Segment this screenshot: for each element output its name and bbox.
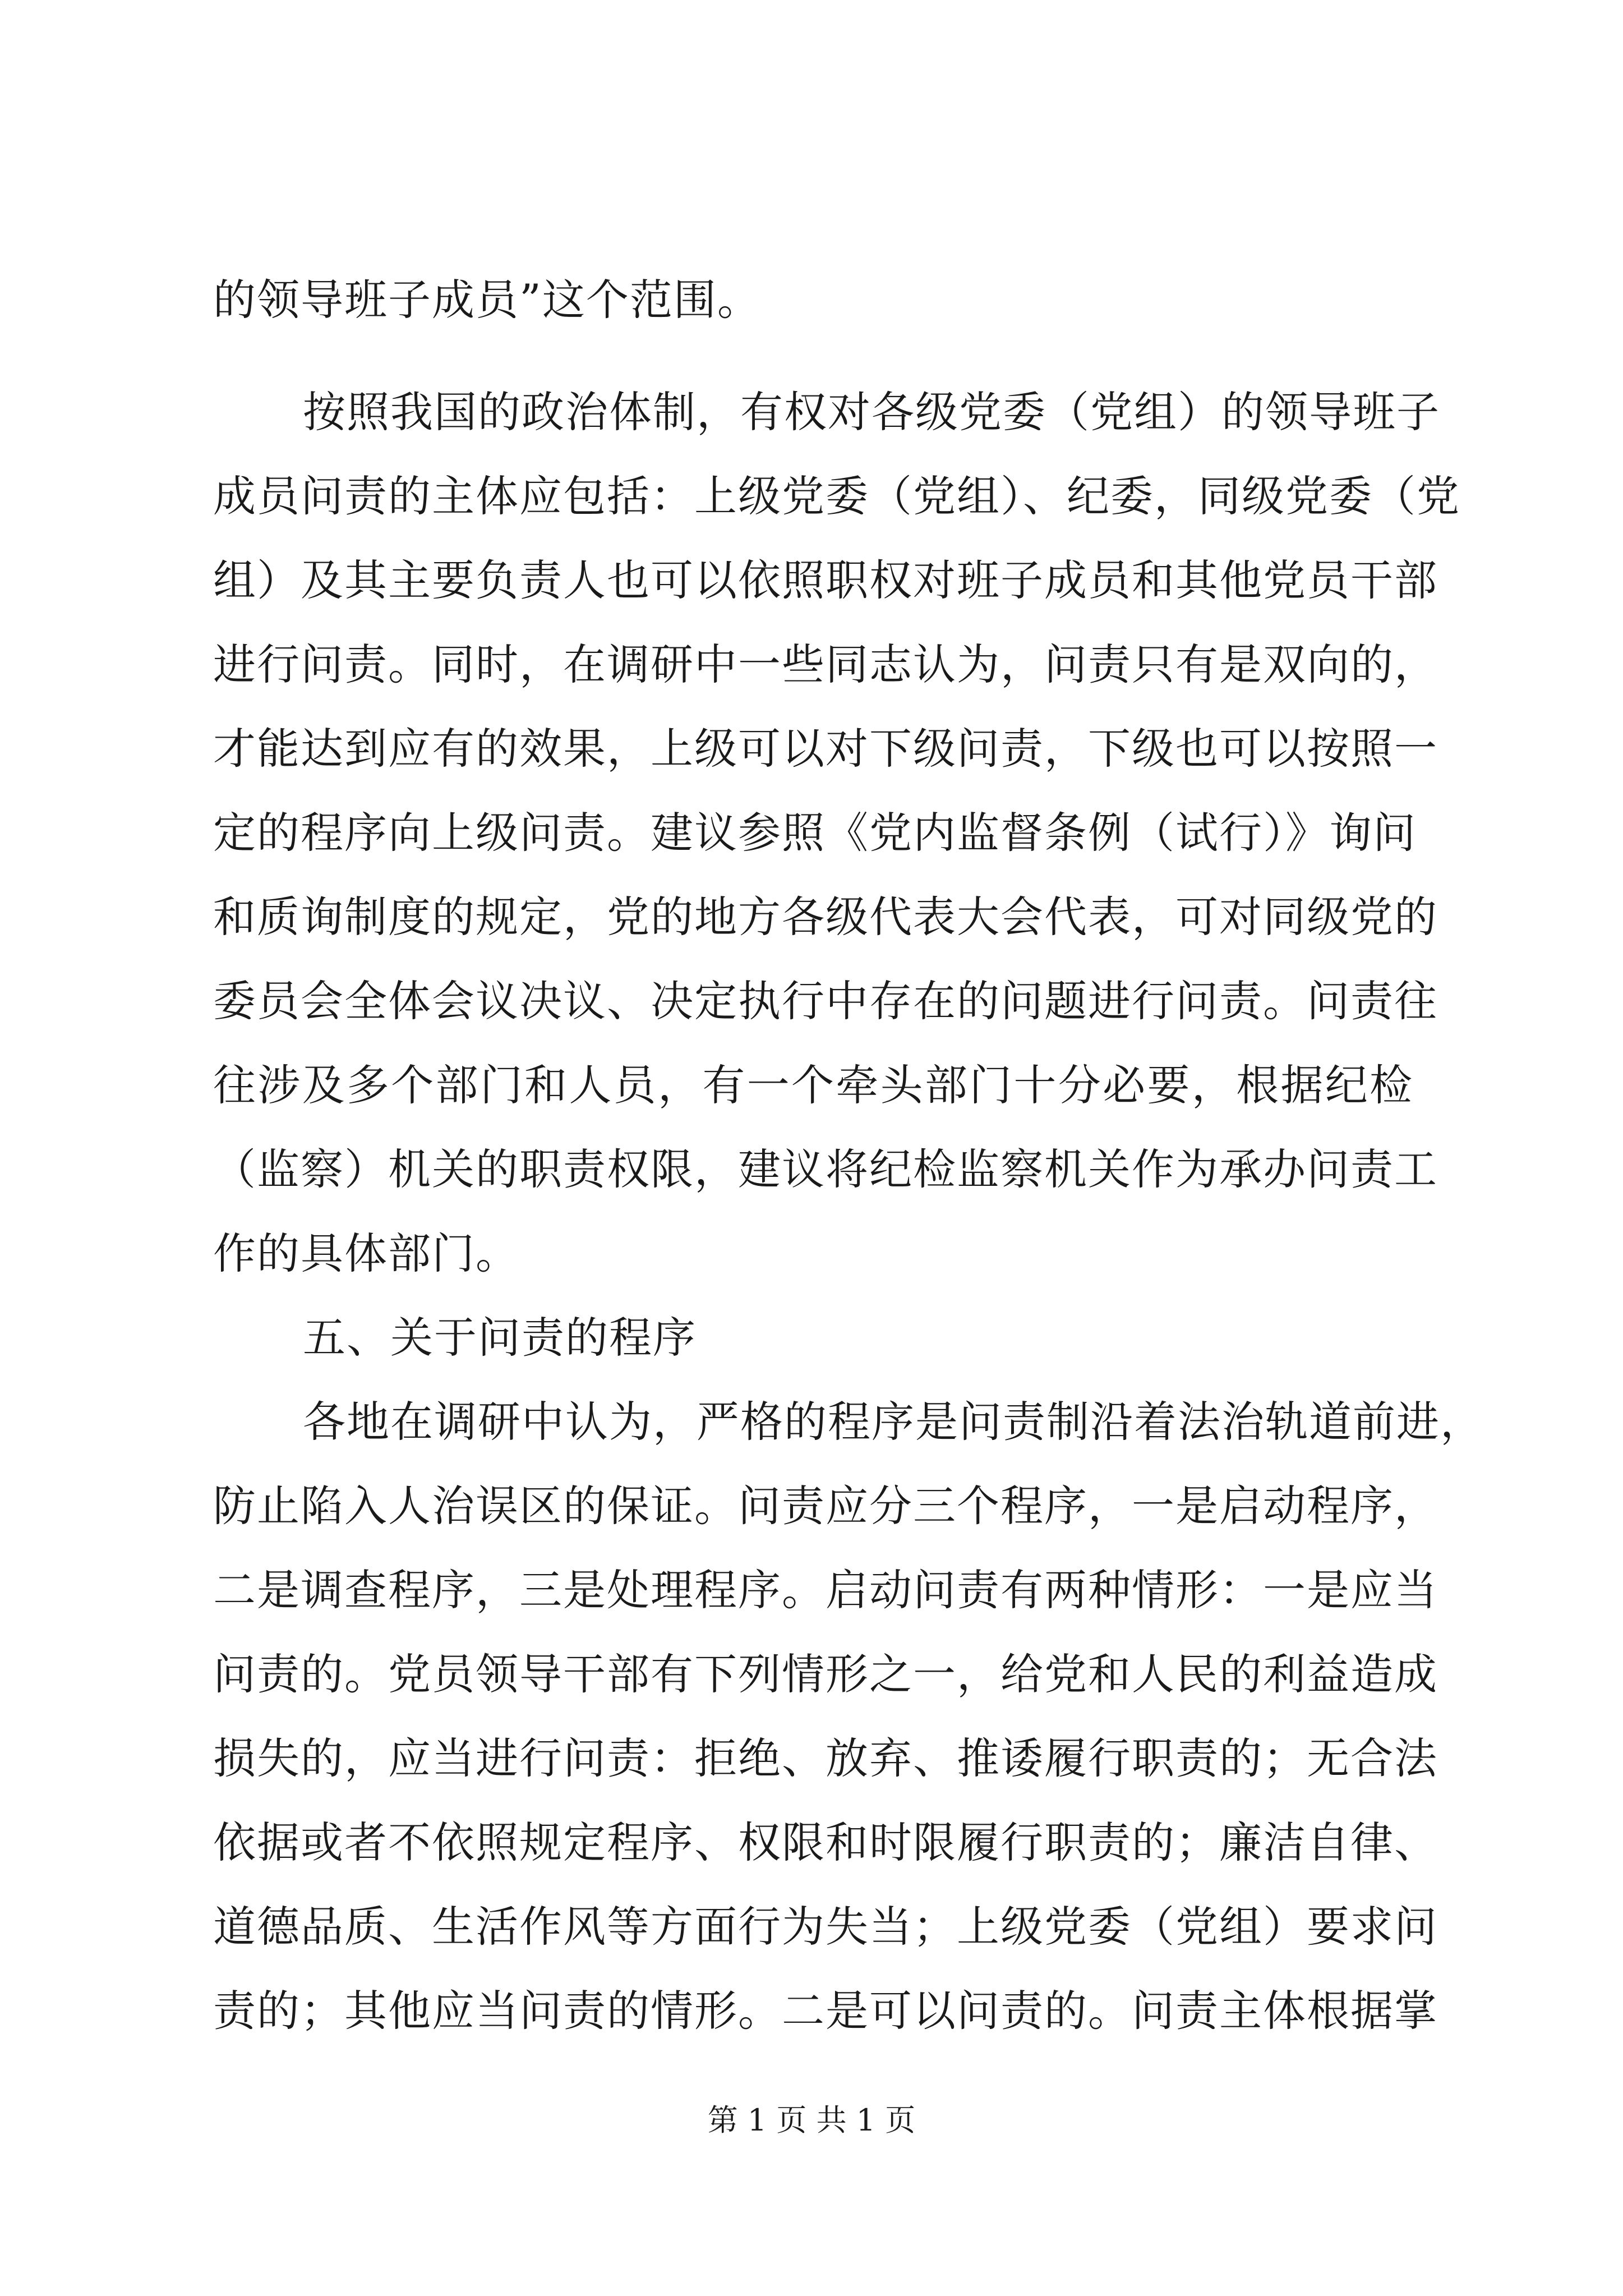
paragraph-line: 各地在调研中认为，严格的程序是问责制沿着法治轨道前进， (303, 1397, 1484, 1447)
paragraph-line: 进行问责。同时，在调研中一些同志认为，问责只有是双向的， (213, 639, 1438, 689)
paragraph-line: 道德品质、生活作风等方面行为失当；上级党委（党组）要求问 (213, 1902, 1438, 1952)
paragraph-line: 问责的。党员领导干部有下列情形之一，给党和人民的利益造成 (213, 1649, 1438, 1699)
paragraph-line: 损失的，应当进行问责：拒绝、放弃、推诿履行职责的；无合法 (213, 1733, 1438, 1783)
page-footer (0, 2101, 1623, 2140)
paragraph-line: 组）及其主要负责人也可以依照职权对班子成员和其他党员干部 (213, 555, 1438, 605)
paragraph-line: 的领导班子成员”这个范围。 (213, 275, 761, 325)
paragraph-line: 定的程序向上级问责。建议参照《党内监督条例（试行）》询问 (213, 808, 1417, 858)
paragraph-line: 二是调查程序，三是处理程序。启动问责有两种情形：一是应当 (213, 1565, 1438, 1615)
paragraph-line: 按照我国的政治体制，有权对各级党委（党组）的领导班子 (303, 387, 1440, 437)
paragraph-line: 委员会全体会议决议、决定执行中存在的问题进行问责。问责往 (213, 976, 1438, 1026)
paragraph-line: 往涉及多个部门和人员，有一个牵头部门十分必要，根据纪检 (213, 1060, 1413, 1110)
paragraph-line: 责的；其他应当问责的情形。二是可以问责的。问责主体根据掌 (213, 1986, 1438, 2036)
paragraph-line: （监察）机关的职责权限，建议将纪检监察机关作为承办问责工 (213, 1144, 1438, 1194)
paragraph-line: 才能达到应有的效果，上级可以对下级问责，下级也可以按照一 (213, 724, 1438, 774)
paragraph-line: 成员问责的主体应包括：上级党委（党组）、纪委，同级党委（党 (213, 471, 1460, 521)
paragraph-line: 和质询制度的规定，党的地方各级代表大会代表，可对同级党的 (213, 892, 1438, 942)
paragraph-line: 依据或者不依照规定程序、权限和时限履行职责的；廉洁自律、 (213, 1818, 1438, 1867)
section-heading: 五、关于问责的程序 (303, 1313, 697, 1363)
page-number-label: 第 1 页 共 1 页 (707, 2102, 916, 2138)
paragraph-line: 防止陷入人治误区的保证。问责应分三个程序，一是启动程序， (213, 1481, 1438, 1531)
paragraph-line: 作的具体部门。 (213, 1228, 519, 1278)
